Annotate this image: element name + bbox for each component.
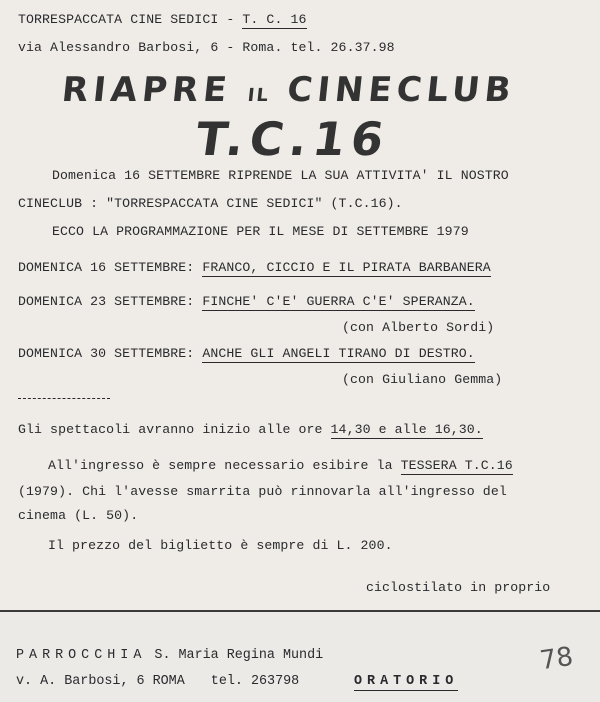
title-word-riapre: RIAPRE: [59, 70, 234, 110]
title-reopens: [60, 70, 518, 110]
header-address: via Alessandro Barbosi, 6 - Roma. tel. 26.37.98: [18, 40, 395, 55]
showtimes-value: 14,30 e alle 16,30.: [330, 422, 483, 437]
membership-note-line-3: cinema (L. 50).: [18, 508, 139, 523]
intro-line-2: CINECLUB : "TORRESPACCATA CINE SEDICI" (T.C.16).: [18, 196, 403, 211]
dashed-divider: [18, 398, 110, 399]
program-item-1: [18, 260, 491, 275]
ticket-price: Il prezzo del biglietto è sempre di L. 200.: [48, 538, 393, 553]
footer-oratorio-label: ORATORIO: [354, 674, 459, 689]
program-date: DOMENICA 16 SETTEMBRE:: [18, 260, 203, 275]
footer-oratorio: [354, 674, 458, 689]
footer-parish-name: S. Maria Regina Mundi: [154, 648, 324, 663]
header-club-code: T. C. 16: [242, 12, 307, 27]
membership-prefix: All'ingresso è sempre necessario esibire la: [48, 458, 401, 473]
intro-line-3: ECCO LA PROGRAMMAZIONE PER IL MESE DI SETTEMBRE 1979: [52, 224, 469, 239]
program-item-3: [18, 346, 475, 361]
program-film-title: FRANCO, CICCIO E IL PIRATA BARBANERA: [202, 260, 491, 275]
program-item-2: [18, 294, 475, 309]
footer-street: v. A. Barbosi, 6 ROMA: [16, 674, 185, 689]
membership-note-line-2: (1979). Chi l'avesse smarrita può rinnovarla all'ingresso del: [18, 484, 507, 499]
membership-card-note: [48, 458, 513, 473]
program-film-title: FINCHE' C'E' GUERRA C'E' SPERANZA.: [202, 294, 475, 309]
header-line-1: [18, 12, 307, 27]
header-club-name: TORRESPACCATA CINE SEDICI -: [18, 12, 243, 27]
footer-parish-label: PARROCCHIA: [16, 648, 147, 663]
footer-parish: [16, 648, 323, 663]
showtimes-prefix: Gli spettacoli avranno inizio alle ore: [18, 422, 331, 437]
membership-card: TESSERA T.C.16: [400, 458, 513, 473]
program-film-title: ANCHE GLI ANGELI TIRANO DI DESTRO.: [202, 346, 475, 361]
program-cast: (con Alberto Sordi): [342, 320, 495, 335]
intro-line-1: Domenica 16 SETTEMBRE RIPRENDE LA SUA ATTIVITA' IL NOSTRO: [52, 168, 509, 183]
footer-address: [16, 674, 299, 689]
showtimes-note: [18, 422, 483, 437]
handwritten-mark: 78: [538, 641, 576, 677]
program-date: DOMENICA 23 SETTEMBRE:: [18, 294, 203, 309]
program-date: DOMENICA 30 SETTEMBRE:: [18, 346, 203, 361]
parish-footer: [0, 610, 600, 702]
title-club-code: T.C.16: [192, 112, 393, 166]
footer-phone: tel. 263798: [210, 674, 300, 689]
signature-note: ciclostilato in proprio: [366, 580, 551, 595]
title-word-il: IL: [246, 85, 272, 106]
title-word-cineclub: CINECLUB: [285, 70, 518, 110]
program-cast: (con Giuliano Gemma): [342, 372, 503, 387]
